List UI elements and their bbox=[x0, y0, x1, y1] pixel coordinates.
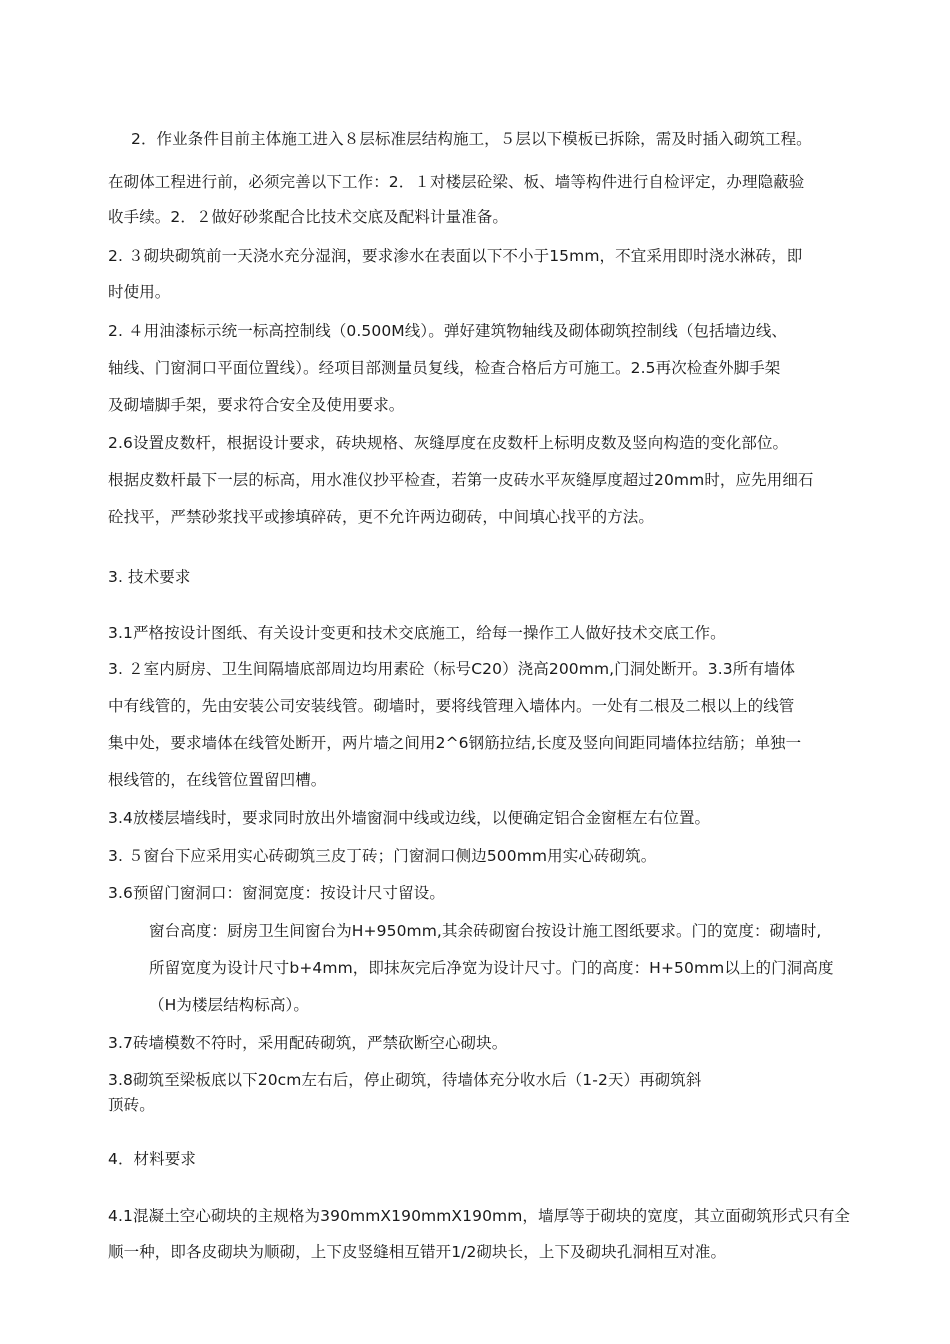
paragraph-window-height-line-2: 所留宽度为设计尺寸b+4mm，即抹灰完后净宽为设计尺寸。门的高度：H+50mm以上的门洞高度 bbox=[149, 959, 834, 977]
paragraph-2-4-line-2: 轴线、门窗洞口平面位置线）。经项目部测量员复线，检查合格后方可施工。2.5再次检查外脚手架 bbox=[108, 359, 781, 377]
paragraph-4-1-line-2: 顺一种，即各皮砌块为顺砌，上下皮竖缝相互错开1/2砌块长，上下及砌块孔洞相互对准。 bbox=[108, 1243, 727, 1261]
paragraph-2-4-line-1: 2. ４用油漆标示统一标高控制线（0.500M线）。弹好建筑物轴线及砌体砌筑控制线（包括墙边线、 bbox=[108, 322, 788, 340]
paragraph-2-4-line-3: 及砌墙脚手架，要求符合安全及使用要求。 bbox=[108, 396, 405, 414]
paragraph-2-6-line-1: 2.6设置皮数杆，根据设计要求，砖块规格、灰缝厚度在皮数杆上标明皮数及竖向构造的变化部位。 bbox=[108, 434, 789, 452]
paragraph-2-6-line-2: 根据皮数杆最下一层的标高，用水准仪抄平检查，若第一皮砖水平灰缝厚度超过20mm时，应先用细石 bbox=[108, 471, 814, 489]
section-heading-3: 3. 技术要求 bbox=[108, 568, 191, 586]
paragraph-3-2-line-1: 3. ２室内厨房、卫生间隔墙底部周边均用素砼（标号C20）浇高200mm,门洞处断开。3.3所有墙体 bbox=[108, 660, 796, 678]
paragraph-3-8-line-1: 3.8砌筑至梁板底以下20cm左右后，停止砌筑，待墙体充分收水后（1-2天）再砌筑斜 bbox=[108, 1071, 702, 1089]
paragraph-3-6-line-1: 3.6预留门窗洞口：窗洞宽度：按设计尺寸留设。 bbox=[108, 884, 445, 902]
paragraph-2-work-conditions-line-1: 2．作业条件目前主体施工进入８层标准层结构施工，５层以下模板已拆除，需及时插入砌筑工程。 bbox=[131, 130, 812, 148]
paragraph-window-height-line-1: 窗台高度：厨房卫生间窗台为H+950mm,其余砖砌窗台按设计施工图纸要求。门的宽度：砌墙时, bbox=[149, 922, 822, 940]
paragraph-3-2-line-3: 集中处，要求墙体在线管处断开，两片墙之间用2^6钢筋拉结,长度及竖向间距同墙体拉结筋；单独一 bbox=[108, 734, 802, 752]
paragraph-3-8-line-2: 顶砖。 bbox=[108, 1096, 155, 1114]
paragraph-2-1-line-2: 收手续。2．２做好砂浆配合比技术交底及配料计量准备。 bbox=[108, 208, 508, 226]
section-heading-4: 4．材料要求 bbox=[108, 1150, 196, 1168]
paragraph-3-1-line-1: 3.1严格按设计图纸、有关设计变更和技术交底施工，给每一操作工人做好技术交底工作。 bbox=[108, 624, 726, 642]
paragraph-2-3-line-2: 时使用。 bbox=[108, 283, 171, 301]
paragraph-2-6-line-3: 砼找平，严禁砂浆找平或掺填碎砖，更不允许两边砌砖，中间填心找平的方法。 bbox=[108, 508, 655, 526]
paragraph-3-4-line-1: 3.4放楼层墙线时，要求同时放出外墙窗洞中线或边线，以便确定铝合金窗框左右位置。 bbox=[108, 809, 711, 827]
paragraph-3-2-line-4: 根线管的，在线管位置留凹槽。 bbox=[108, 771, 327, 789]
paragraph-window-height-line-3: （H为楼层结构标高）。 bbox=[149, 996, 310, 1014]
paragraph-3-2-line-2: 中有线管的，先由安装公司安装线管。砌墙时，要将线管理入墙体内。一处有二根及二根以上的线管 bbox=[108, 697, 795, 715]
paragraph-4-1-line-1: 4.1混凝土空心砌块的主规格为390mmX190mmX190mm，墙厚等于砌块的宽度，其立面砌筑形式只有全 bbox=[108, 1207, 851, 1225]
paragraph-2-3-line-1: 2. ３砌块砌筑前一天浇水充分湿润，要求渗水在表面以下不小于15mm，不宜采用即时浇水淋砖，即 bbox=[108, 247, 803, 265]
paragraph-3-5-line-1: 3. ５窗台下应采用实心砖砌筑三皮丁砖；门窗洞口侧边500mm用实心砖砌筑。 bbox=[108, 847, 657, 865]
paragraph-3-7-line-1: 3.7砖墙模数不符时，采用配砖砌筑，严禁砍断空心砌块。 bbox=[108, 1034, 508, 1052]
paragraph-2-1-line-1: 在砌体工程进行前，必须完善以下工作：2．１对楼层砼梁、板、墙等构件进行自检评定，办理隐蔽验 bbox=[108, 173, 805, 191]
